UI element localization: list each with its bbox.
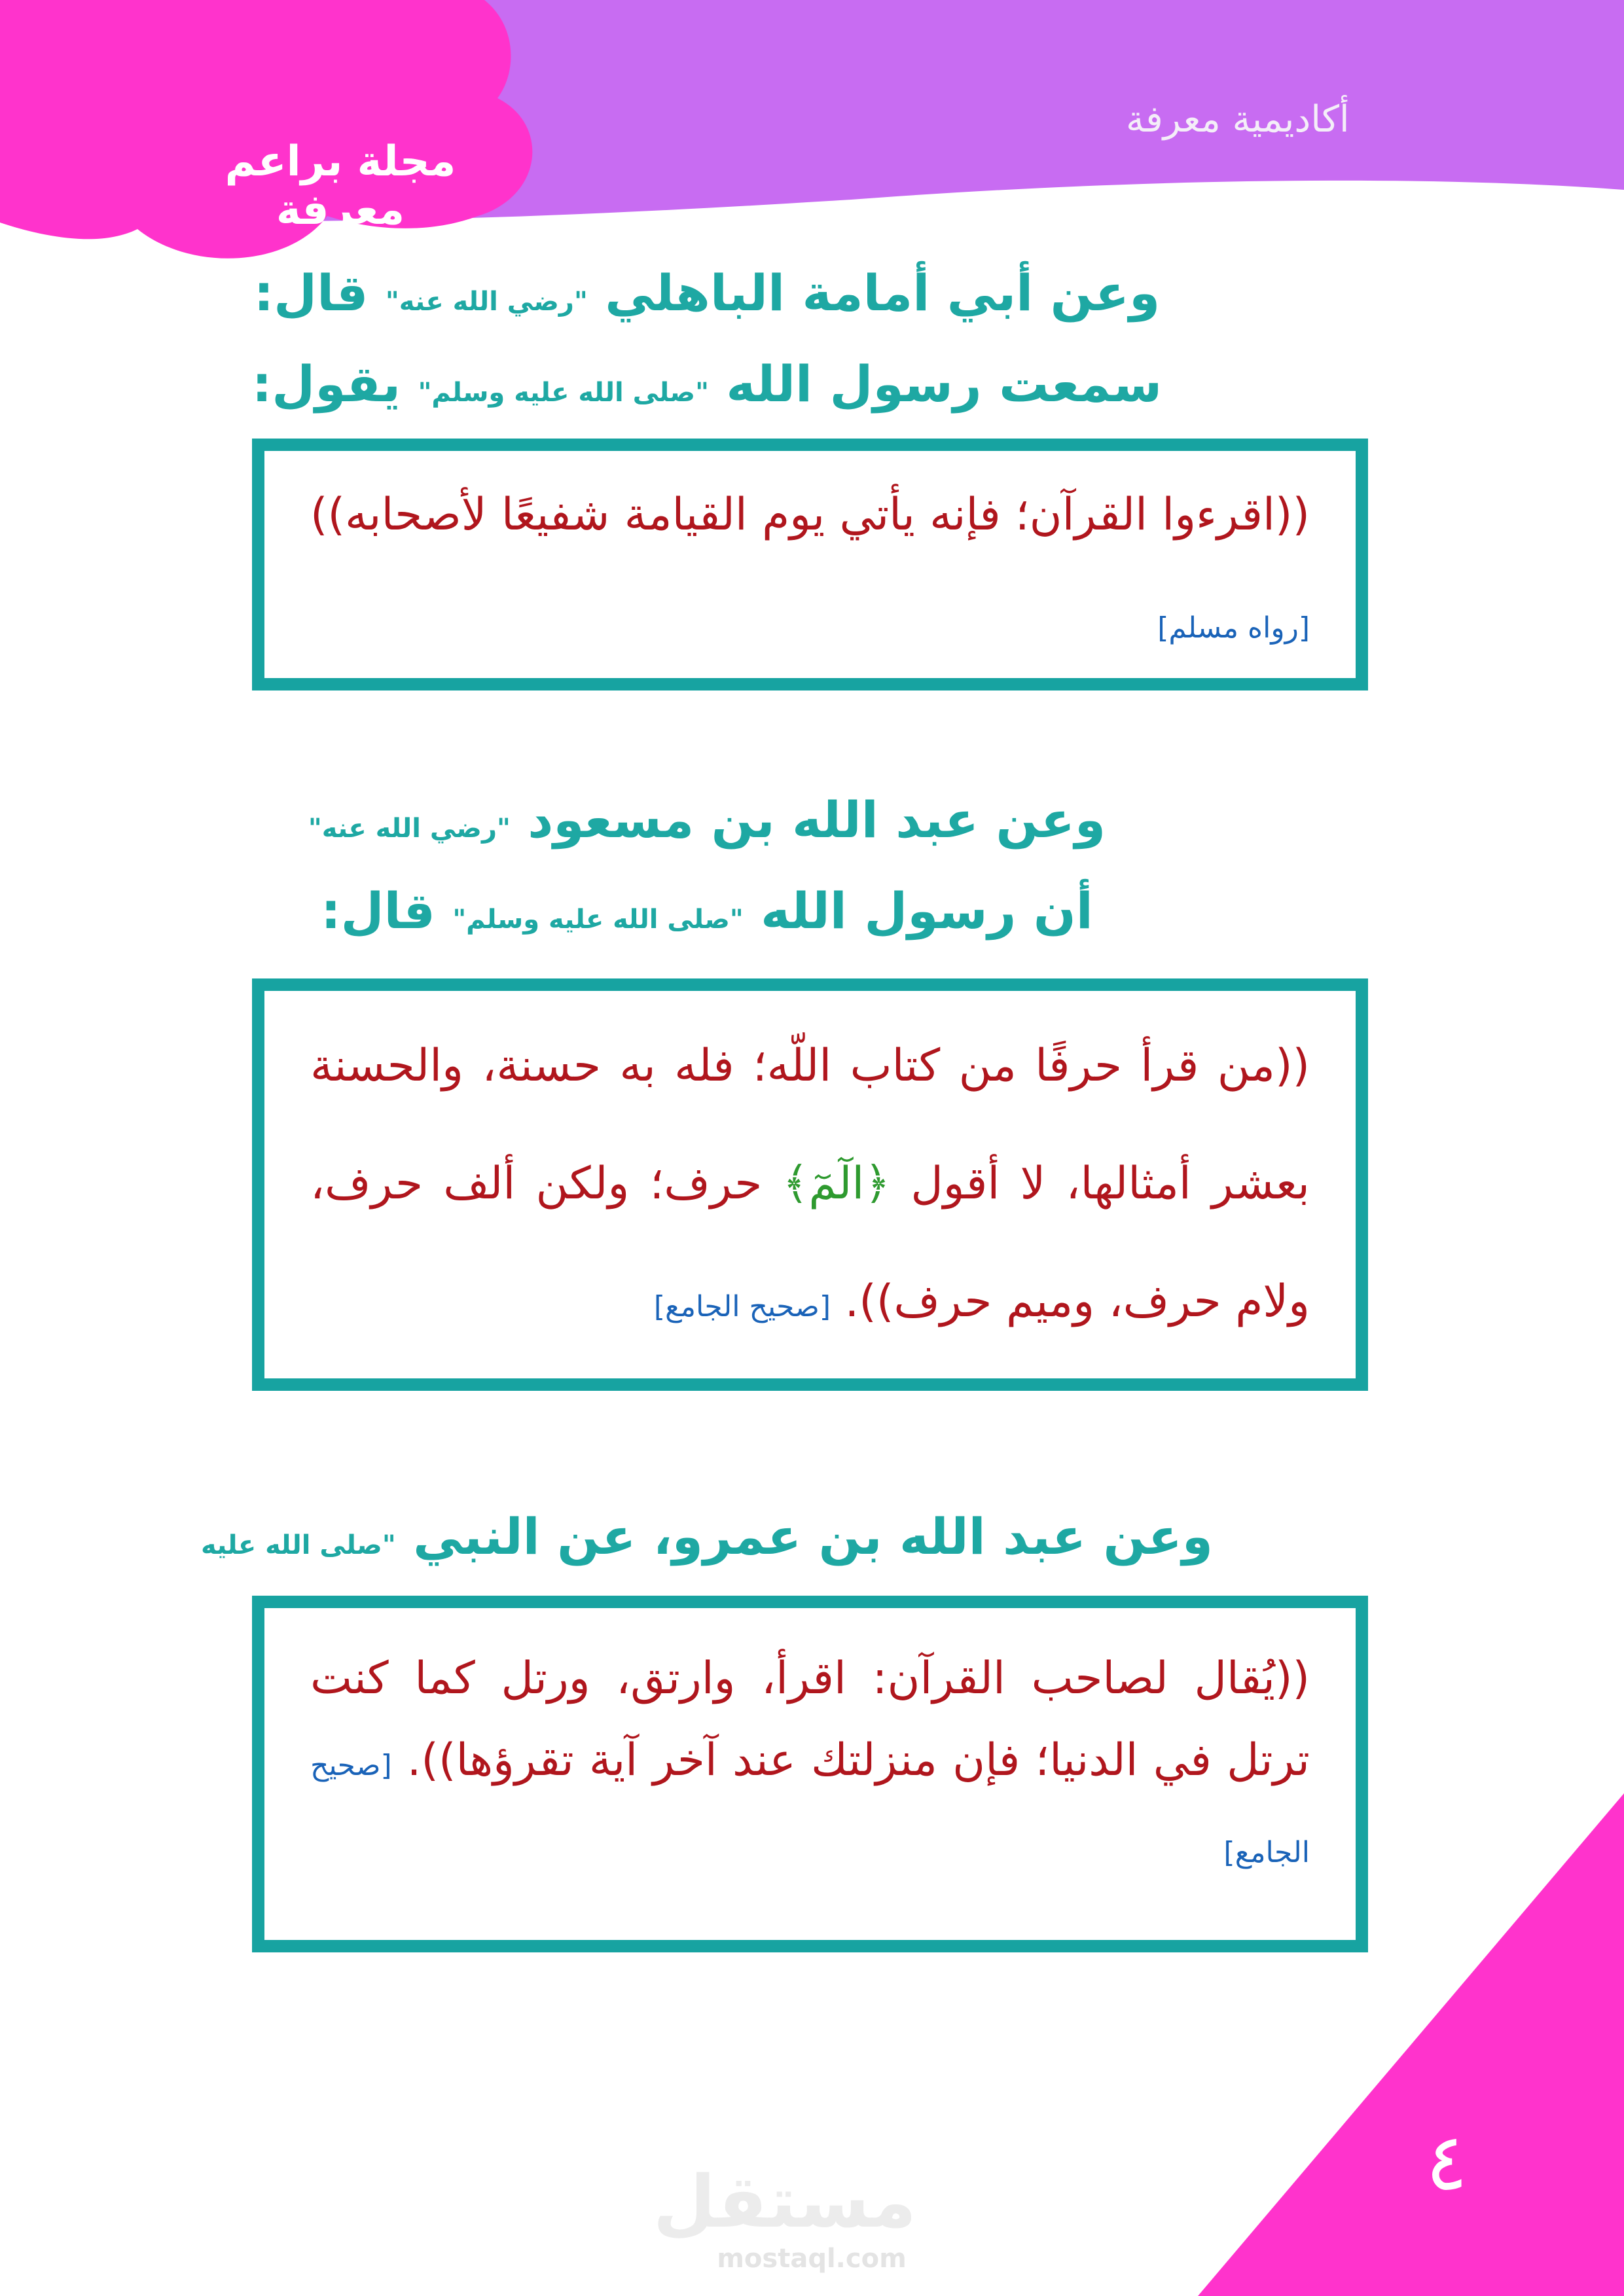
hadith-3-source: [صحيح الجامع]: [310, 1749, 1310, 1869]
hadith-3-box: [252, 1596, 1368, 1952]
hadith-1-intro-line-2: سمعت رسول الله "صلى الله عليه وسلم" يقول:: [251, 355, 1163, 413]
page-number: ٤: [1425, 2117, 1468, 2208]
hadith-2-source: [صحيح الجامع]: [653, 1290, 831, 1323]
hadith-3-text: ((يُقال لصاحب القرآن: اقرأ، وارتق، ورتل كما كنت ترتل في الدنيا؛ فإن منزلتك عند آخر آية تقرؤها)). [صحيح الجامع]: [310, 1653, 1310, 1869]
academy-name: أكاديمية معرفة: [1126, 98, 1350, 141]
hadith-2-text: ((من قرأ حرفًا من كتاب اللّه؛ فله به حسنة، والحسنة بعشر أمثالها، لا أقول ﴿الٓمٓ﴾ حرف؛ ولكن ألف حرف، ولام حرف، وميم حرف)). [صحيح الجامع]: [310, 1040, 1310, 1327]
hadith-2-intro: [196, 779, 1218, 961]
hadith-2-intro-line-2: أن رسول الله "صلى الله عليه وسلم" قال:: [321, 882, 1093, 940]
hadith-1-text: ((اقرءوا القرآن؛ فإنه يأتي يوم القيامة شفيعًا لأصحابه)) [رواه مسلم]: [310, 489, 1310, 645]
hadith-1-source: [رواه مسلم]: [1157, 611, 1310, 645]
quran-letters-alif-lam-mim: ﴿الٓمٓ﴾: [782, 1158, 891, 1210]
hadith-1-box: [252, 439, 1368, 691]
watermark-logo: مستقل: [653, 2160, 916, 2244]
hadith-1-intro: [196, 252, 1218, 434]
hadith-1-intro-line-1: وعن أبي أمامة الباهلي "رضي الله عنه" قال:: [253, 264, 1161, 322]
hadith-3-intro-line-1: وعن عبد الله بن عمرو، عن النبي "صلى الله عليه: [200, 1507, 1214, 1566]
watermark-url: mostaql.com: [717, 2244, 907, 2274]
magazine-title: مجلة براعم معرفة: [225, 137, 456, 234]
hadith-2-intro-line-1: وعن عبد الله بن مسعود "رضي الله عنه": [308, 791, 1106, 849]
hadith-2-box: [252, 978, 1368, 1391]
